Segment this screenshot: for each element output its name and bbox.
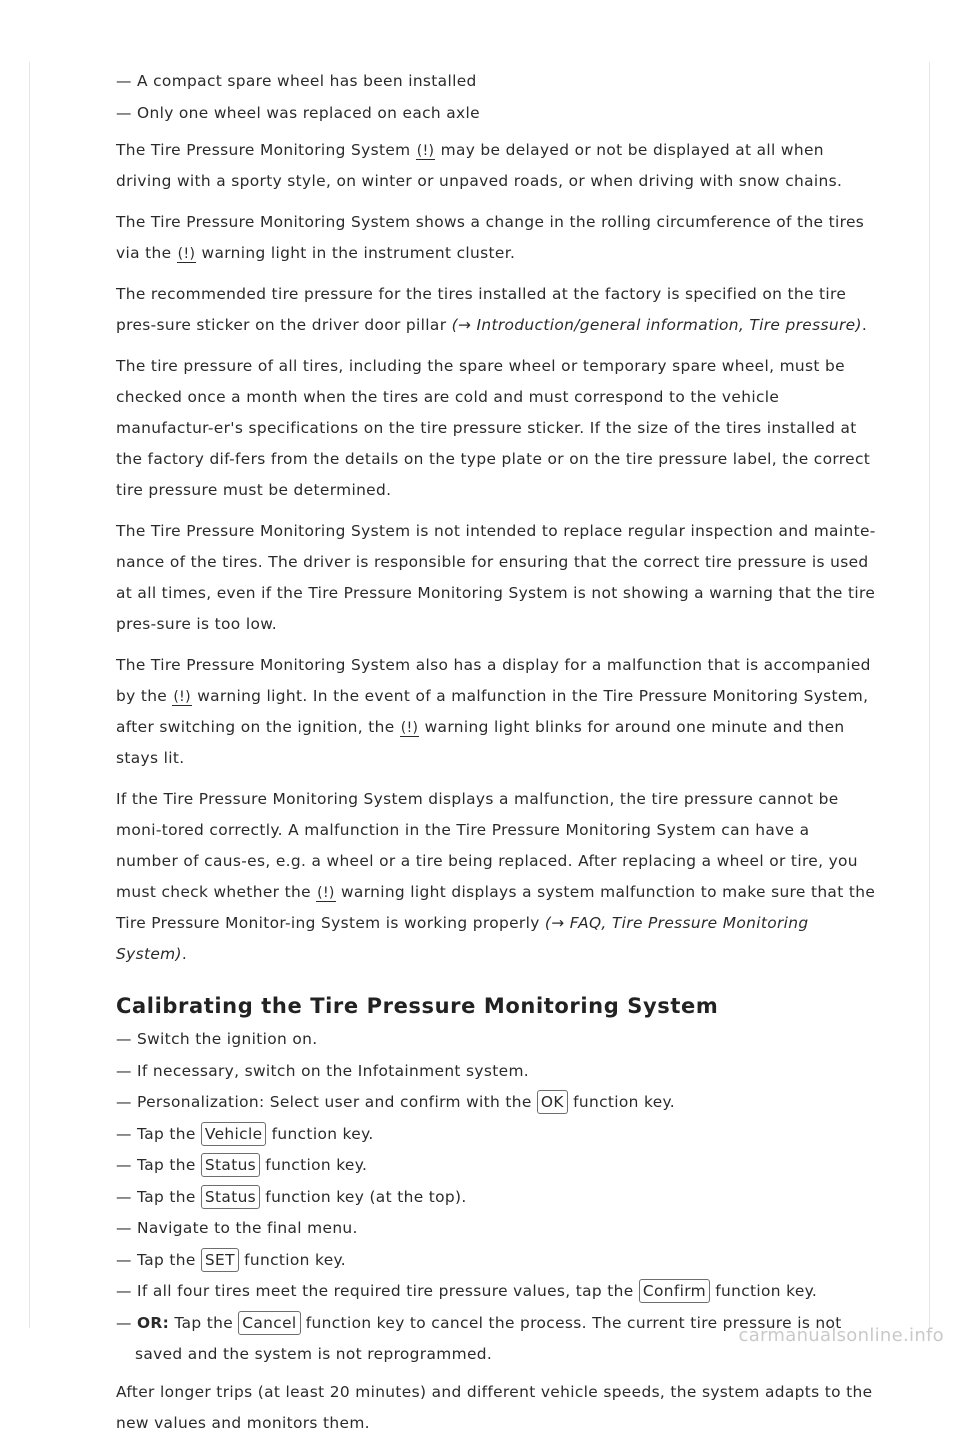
status-function-key[interactable]: Status [201,1153,260,1177]
cross-reference-link[interactable]: (→ Introduction/general information, Tire pressure) [451,316,862,334]
arrow-right-icon: → [551,914,565,932]
warning-light-icon: (!) [400,720,419,736]
warning-light-icon: (!) [173,689,191,705]
step-item: — Tap the Status function key. [116,1150,876,1182]
step-item: — Tap the Vehicle function key. [116,1119,876,1151]
step-item: — OR: Tap the Cancel function key to cancel the process. The current tire pressure is not saved and the system is not reprogrammed. [116,1308,876,1371]
list-item: — Only one wheel was replaced on each axle [116,103,480,122]
ok-function-key[interactable]: OK [537,1090,568,1114]
step-item: — If necessary, switch on the Infotainment system. [116,1061,530,1080]
paragraph: The Tire Pressure Monitoring System shows a change in the rolling circumference of the tires via the (!) warning light in the instrument cluster. [116,213,865,262]
warning-light-icon: (!) [416,143,435,159]
paragraph: The tire pressure of all tires, including the spare wheel or temporary spare wheel, must be checked once a month when the tires are cold and must correspond to the vehicle manufactur-er's specifications on the tire pressure sticker. If the size of the tires installed at the factory dif-fers from the details on the type plate or on the tire pressure label, the correct tire pressure must be determined. [116,357,871,499]
document-page [116,66,876,1449]
paragraph: The Tire Pressure Monitoring System is not intended to replace regular inspection and mainte-nance of the tires. The driver is responsible for ensuring that the correct tire pressure is used at all times, even if the Tire Pressure Monitoring System is not showing a warning that the tire pres-sure is too low. [116,522,876,633]
paragraph: If the Tire Pressure Monitoring System displays a malfunction, the tire pressure cannot be moni-tored correctly. A malfunction in the Tire Pressure Monitoring System can have a number of caus-es, e.g. a wheel or a tire being replaced. After replacing a wheel or tire, you must check whether the (!) warning light displays a system malfunction to make sure that the Tire Pressure Monitor-ing System is working properly (→ FAQ, Tire Pressure Monitoring System). [116,790,876,963]
step-item: — Tap the Status function key (at the top). [116,1182,876,1214]
paragraph: The Tire Pressure Monitoring System (!) may be delayed or not be displayed at all when driving with a sporty style, on winter or unpaved roads, or when driving with snow chains. [116,141,843,190]
warning-light-icon: (!) [317,885,335,901]
paragraph: After longer trips (at least 20 minutes) and different vehicle speeds, the system adapts to the new values and monitors them. [116,1382,873,1432]
step-item: — Personalization: Select user and confirm with the OK function key. [116,1087,876,1119]
right-margin-rule [929,62,930,1328]
confirm-function-key[interactable]: Confirm [639,1279,710,1303]
step-item: — If all four tires meet the required tire pressure values, tap the Confirm function key. [116,1276,876,1308]
left-margin-rule [29,62,30,1328]
step-item: — Navigate to the final menu. [116,1219,358,1237]
set-function-key[interactable]: SET [201,1248,239,1272]
cross-reference-link[interactable]: (→ FAQ, Tire Pressure Monitoring System) [116,914,809,963]
watermark-footer: carmanualsonline.info [738,1325,944,1346]
vehicle-function-key[interactable]: Vehicle [201,1122,267,1146]
section-heading: Calibrating the Tire Pressure Monitoring System [116,994,719,1018]
list-item: — A compact spare wheel has been installed [116,72,477,90]
step-item: — Switch the ignition on. [116,1030,318,1048]
paragraph: The Tire Pressure Monitoring System also has a display for a malfunction that is accompanied by the (!) warning light. In the event of a malfunction in the Tire Pressure Monitoring System, after switching on the ignition, the (!) warning light blinks for around one minute and then stays lit. [116,656,871,767]
status-top-function-key[interactable]: Status [201,1185,260,1209]
arrow-right-icon: → [457,316,472,334]
step-item: — Tap the SET function key. [116,1245,876,1277]
warning-light-icon: (!) [177,246,196,262]
paragraph: The recommended tire pressure for the tires installed at the factory is specified on the tire pres-sure sticker on the driver door pillar (→ Introduction/general information, Tire pressure). [116,285,868,334]
cancel-function-key[interactable]: Cancel [238,1311,300,1335]
